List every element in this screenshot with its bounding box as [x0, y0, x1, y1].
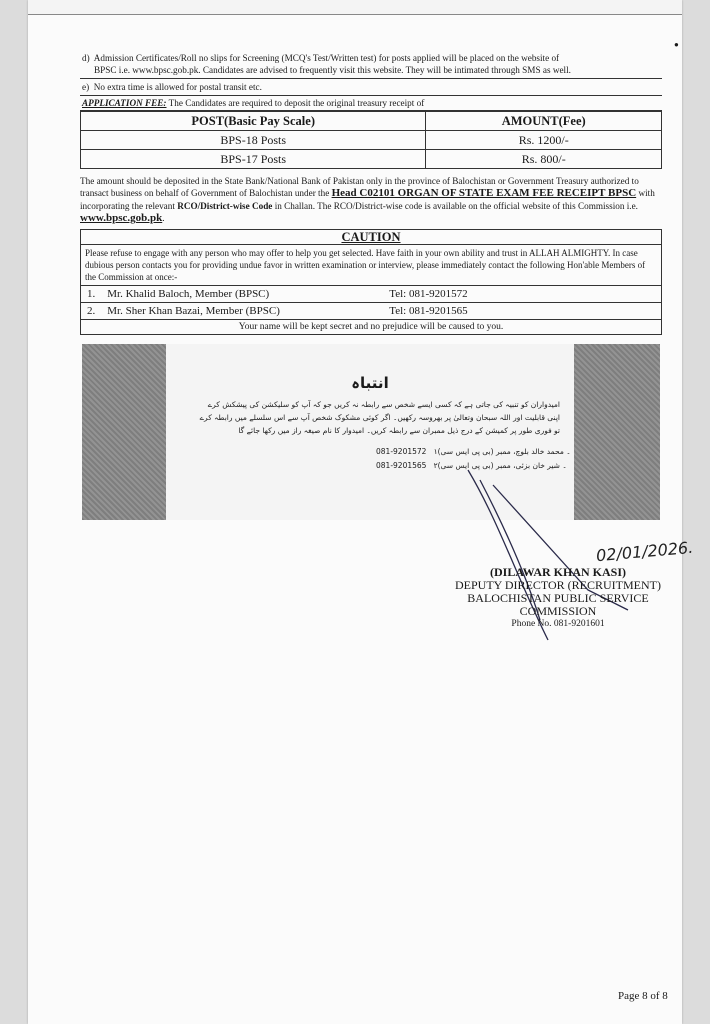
member-tel: Tel: 081-9201572 [383, 285, 661, 302]
page-mark: ● [674, 40, 679, 49]
confidentiality-note: Your name will be kept secret and no prejudice will be caused to you. [81, 319, 661, 334]
urdu-line: امیدواران کو تنبیہ کی جاتی ہے کہ کسی ایسے شخص سے رابطہ نہ کریں جو کہ آپ کو سلیکشن کی پیشکش کرے [207, 400, 560, 409]
member-name: Mr. Sher Khan Bazai, Member (BPSC) [101, 302, 383, 319]
post-cell: BPS-17 Posts [81, 150, 426, 169]
col-post: POST(Basic Pay Scale) [81, 112, 426, 131]
item-e: e) No extra time is allowed for postal transit etc. [80, 78, 662, 95]
deposit-text-2: with incorporating the relevant [80, 188, 655, 211]
amount-cell: Rs. 800/- [426, 150, 662, 169]
urdu-title: انتباہ [351, 374, 389, 392]
signatory-phone: Phone No. 081-9201601 [511, 619, 605, 629]
organization-line-1: BALOCHISTAN PUBLIC SERVICE [467, 591, 649, 605]
caution-body: Please refuse to engage with any person who may offer to help you get selected. Have faith in your own ability and trust in ALLAH ALMIGHTY. In case dubious person contacts you for providing undue favor in written examination or interview, please immediately contact the following Hon'able Members of the Commission at once:- [85, 247, 646, 282]
organization-line-2: COMMISSION [519, 604, 597, 618]
urdu-phone: 081-9201565 [376, 461, 427, 470]
urdu-member: ۲۔ شیر خان بزئی، ممبر (بی پی ایس سی) [433, 461, 567, 470]
member-name: Mr. Khalid Baloch, Member (BPSC) [101, 285, 383, 302]
post-cell: BPS-18 Posts [81, 131, 426, 150]
col-amount: AMOUNT(Fee) [426, 112, 662, 131]
item-d-line1: d) Admission Certificates/Roll no slips for Screening (MCQ's Test/Written test) for posts applied will be placed on the website of [82, 53, 560, 63]
deposit-end: . [162, 213, 165, 224]
rco-code: RCO/District-wise Code [177, 200, 273, 211]
deposit-text-1: The amount should be deposited in the State Bank/National Bank of Pakistan only in the province of Balochistan or Government Treasury authorized to transact business on behalf of Government of Balochistan under the [80, 176, 639, 199]
signature-block [418, 566, 698, 631]
item-d-line2: BPSC i.e. www.bpsc.gob.pk. Candidates are advised to frequently visit this website. They will be intimated through SMS as well. [94, 65, 571, 75]
urdu-phone: 081-9201572 [376, 447, 427, 456]
head-of-account: Head C02101 ORGAN OF STATE EXAM FEE RECEIPT BPSC [331, 187, 637, 200]
member-tel: Tel: 081-9201565 [383, 302, 661, 319]
signatory-title: DEPUTY DIRECTOR (RECRUITMENT) [455, 578, 661, 592]
member-number: 2. [81, 302, 101, 319]
urdu-member: ۱۔ محمد خالد بلوچ، ممبر (بی پی ایس سی) [433, 447, 571, 456]
caution-title: CAUTION [81, 230, 661, 245]
signatory-name: (DILAWAR KHAN KASI) [489, 565, 626, 579]
deposit-text-3: in Challan. The RCO/District-wise code is available on the official website of this Commission i.e. [272, 200, 638, 211]
fee-label: APPLICATION FEE: [82, 98, 167, 108]
amount-cell: Rs. 1200/- [426, 131, 662, 150]
fee-text: The Candidates are required to deposit the original treasury receipt of [166, 98, 425, 108]
handwritten-date: 02/01/2026. [595, 537, 694, 566]
page-number: Page 8 of 8 [618, 990, 668, 1002]
member-number: 1. [81, 285, 101, 302]
document-page [28, 0, 694, 1024]
website-link[interactable]: www.bpsc.gob.pk [80, 212, 163, 225]
urdu-line: اپنی قابلیت اور اللہ سبحان وتعالیٰ پر بھروسہ رکھیں۔ اگر کوئی مشکوک شخص آپ سے اس سلسلے میں رابطہ کرے [199, 413, 560, 422]
urdu-line: تو فوری طور پر کمیشن کے درج ذیل ممبران سے رابطہ کریں۔ امیدوار کا نام صیغہ راز میں رکھا جائے گا [238, 426, 560, 435]
